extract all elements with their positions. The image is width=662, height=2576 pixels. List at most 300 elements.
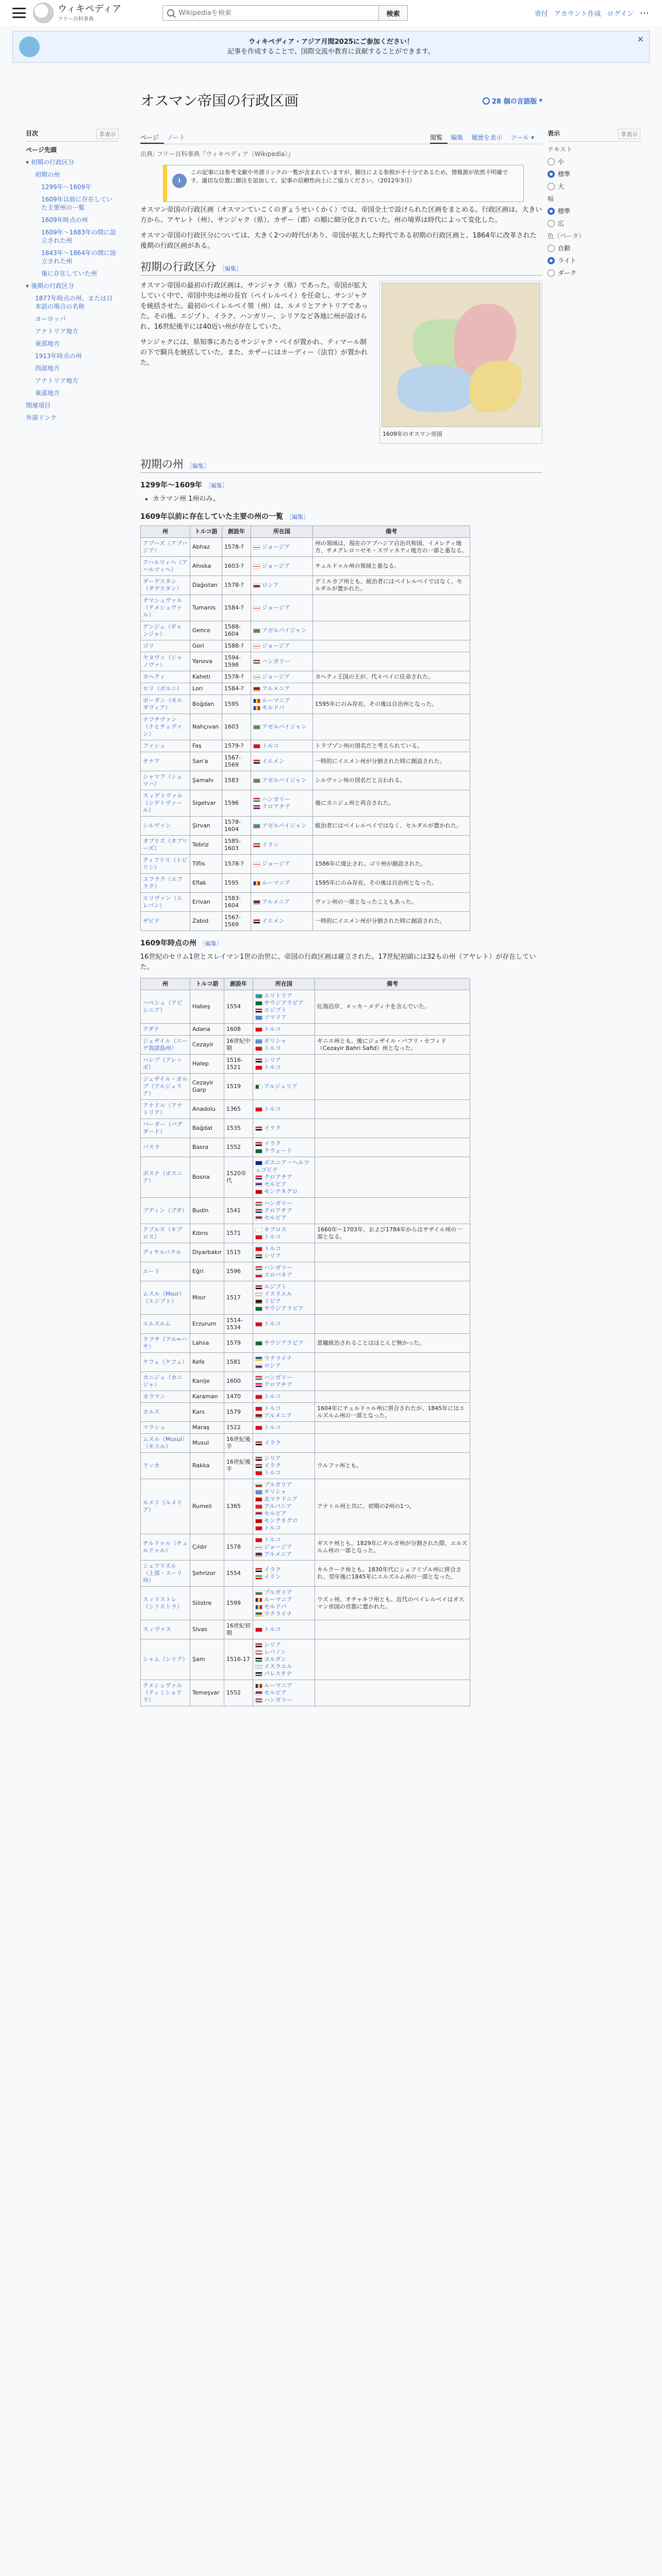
country-link[interactable]: キプロス — [263, 1226, 287, 1233]
country-link[interactable]: ブルガリア — [263, 1589, 292, 1596]
country-link[interactable]: アゼルバイジャン — [262, 822, 307, 829]
toc-item[interactable] — [26, 195, 119, 212]
column-header[interactable]: 所在国 — [251, 526, 313, 538]
country-link[interactable]: イエメン — [262, 758, 285, 765]
country-entry[interactable] — [253, 544, 310, 551]
country-link[interactable]: セルビア — [263, 1689, 287, 1696]
country-link[interactable]: イラク — [263, 1140, 281, 1147]
country-link[interactable]: アルバニア — [263, 1503, 292, 1510]
country-entry[interactable] — [255, 1083, 312, 1090]
width-standard[interactable] — [548, 207, 640, 215]
country-link[interactable]: トルコ — [263, 1045, 281, 1052]
toc-item[interactable] — [26, 183, 119, 191]
country-link[interactable]: ハンガリー — [262, 796, 290, 803]
province-name[interactable]: ラッカ — [141, 1453, 190, 1479]
country-link[interactable]: 北マケドニア — [263, 1496, 298, 1502]
country-entry[interactable] — [253, 723, 310, 731]
country-entry[interactable] — [255, 1272, 312, 1279]
column-header[interactable]: 所在国 — [253, 978, 315, 990]
toc-link[interactable]: アナトリア地方 — [35, 328, 79, 335]
country-entry[interactable] — [255, 1481, 312, 1488]
country-link[interactable]: アルメニア — [263, 1551, 292, 1557]
country-link[interactable]: リビア — [263, 1298, 281, 1304]
color-dark[interactable] — [548, 268, 640, 277]
country-link[interactable]: シリア — [263, 1455, 281, 1462]
column-header[interactable]: トルコ語 — [190, 526, 222, 538]
toc-link[interactable]: 1843年〜1864年の間に設立された州 — [41, 249, 117, 265]
country-link[interactable]: ロシア — [263, 1362, 281, 1369]
country-entry[interactable] — [253, 627, 310, 634]
toc-link[interactable]: 1609年〜1683年の間に設立された州 — [41, 229, 117, 244]
country-entry[interactable] — [255, 1264, 312, 1272]
country-entry[interactable] — [255, 1393, 312, 1400]
country-link[interactable]: ジョージア — [263, 1544, 292, 1550]
country-entry[interactable] — [255, 1007, 312, 1014]
toc-item[interactable] — [26, 327, 119, 335]
country-link[interactable]: アルメニア — [262, 899, 290, 905]
province-name[interactable]: ボスナ（ボスニア） — [141, 1157, 190, 1198]
column-header[interactable]: 備考 — [313, 526, 470, 538]
province-name[interactable]: テマシュヴァル（テメシュヴァル） — [141, 595, 190, 621]
province-name[interactable]: アハルツィヘ（アハルツィヘ） — [141, 557, 190, 576]
country-entry[interactable] — [255, 1412, 312, 1419]
toc-link[interactable]: 関連項目 — [26, 402, 51, 409]
toc-link[interactable]: 1299年〜1609年 — [41, 183, 92, 191]
country-entry[interactable] — [255, 1064, 312, 1071]
province-name[interactable]: シェフリズル（上部・スーリ州） — [141, 1561, 190, 1587]
donate-link[interactable]: 寄付 — [534, 10, 548, 18]
toc-link[interactable]: 東部地方 — [35, 340, 60, 347]
toc-item[interactable] — [26, 294, 119, 311]
province-name[interactable]: ムスル（Musul）（モスル） — [141, 1434, 190, 1453]
country-link[interactable]: ルーマニア — [263, 1596, 292, 1603]
country-entry[interactable] — [255, 1626, 312, 1633]
main-menu-icon[interactable] — [12, 8, 26, 18]
country-link[interactable]: モルドバ — [262, 704, 285, 711]
province-name[interactable]: ラフサ（アル=ハサ） — [141, 1334, 190, 1353]
section-edit-link[interactable]: ［編集］ — [199, 940, 222, 947]
province-name[interactable]: ゲンジェ（ギャンジャ） — [141, 621, 190, 640]
country-link[interactable]: クウェート — [263, 1147, 292, 1154]
country-link[interactable]: イラン — [263, 1573, 281, 1580]
country-entry[interactable] — [255, 1200, 312, 1207]
province-name[interactable]: バーダー（バグダード） — [141, 1119, 190, 1138]
more-options-icon[interactable]: ⋯ — [640, 7, 650, 19]
toc-item[interactable] — [26, 158, 119, 166]
country-entry[interactable] — [255, 1439, 312, 1447]
country-entry[interactable] — [255, 1689, 312, 1697]
country-link[interactable]: ブルガリア — [263, 1481, 292, 1488]
country-link[interactable]: パレスチナ — [263, 1670, 292, 1677]
toc-link[interactable]: 後に存在していた州 — [41, 270, 97, 277]
country-entry[interactable] — [253, 860, 310, 868]
country-entry[interactable] — [255, 1649, 312, 1656]
province-name[interactable]: ジェザイル・ガルブ（アルジェリア） — [141, 1074, 190, 1100]
country-link[interactable]: シリア — [263, 1641, 281, 1648]
country-entry[interactable] — [255, 1455, 312, 1462]
country-link[interactable]: ハンガリー — [263, 1200, 292, 1207]
province-name[interactable]: ザビド — [141, 912, 190, 931]
country-link[interactable]: スロバキア — [263, 1272, 292, 1278]
country-link[interactable]: セルビア — [263, 1214, 287, 1221]
country-link[interactable]: ギリシャ — [263, 1488, 287, 1495]
banner-line-1[interactable]: ウィキペディア・アジア月間2025にご参加ください！ — [249, 38, 413, 46]
country-link[interactable]: サウジアラビア — [263, 999, 304, 1006]
country-entry[interactable] — [255, 1524, 312, 1532]
province-name[interactable]: ジェザイル（エーゲ海諸島州） — [141, 1036, 190, 1055]
country-link[interactable]: ジョージア — [262, 604, 290, 611]
country-entry[interactable] — [255, 1566, 312, 1573]
country-entry[interactable] — [255, 1045, 312, 1052]
toc-item[interactable] — [26, 364, 119, 372]
country-link[interactable]: クロアチア — [262, 803, 290, 810]
country-link[interactable]: ロシア — [262, 582, 279, 588]
province-name[interactable]: シルヴァン — [141, 817, 190, 836]
province-name[interactable]: テメシュヴァル（ティミショアラ） — [141, 1680, 190, 1706]
country-entry[interactable] — [255, 1106, 312, 1113]
province-name[interactable]: クブルス（キプロス） — [141, 1224, 190, 1243]
tab-history[interactable]: 履歴を表示 — [471, 134, 503, 141]
country-entry[interactable] — [253, 563, 310, 570]
country-entry[interactable] — [255, 1656, 312, 1663]
province-name[interactable]: バスラ — [141, 1138, 190, 1157]
toc-link[interactable]: 1913年時点の州 — [35, 352, 82, 360]
country-entry[interactable] — [255, 1488, 312, 1496]
country-link[interactable]: トルコ — [263, 1393, 281, 1400]
province-name[interactable]: カニジェ（カニジャ） — [141, 1372, 190, 1391]
country-link[interactable]: アゼルバイジャン — [262, 723, 307, 730]
country-entry[interactable] — [255, 1026, 312, 1033]
country-entry[interactable] — [255, 1697, 312, 1704]
toc-item[interactable] — [26, 401, 119, 410]
country-entry[interactable] — [255, 992, 312, 999]
country-entry[interactable] — [255, 1181, 312, 1188]
site-logo[interactable] — [58, 4, 121, 22]
country-entry[interactable] — [255, 1670, 312, 1677]
column-header[interactable]: 州 — [141, 526, 190, 538]
country-entry[interactable] — [255, 1057, 312, 1064]
country-link[interactable]: ルーマニア — [263, 1682, 292, 1689]
column-header[interactable]: 創設年 — [222, 526, 251, 538]
country-link[interactable]: ヨルダン — [263, 1656, 287, 1663]
country-link[interactable]: ギリシャ — [263, 1038, 287, 1044]
country-link[interactable]: イラク — [263, 1566, 281, 1573]
column-header[interactable]: トルコ語 — [190, 978, 224, 990]
country-entry[interactable] — [255, 1014, 312, 1021]
toc-link[interactable]: ヨーロッパ — [35, 315, 66, 323]
toc-link[interactable]: 東部地方 — [35, 389, 60, 397]
province-name[interactable]: ハレプ（アレッポ） — [141, 1055, 190, 1074]
province-name[interactable]: ディヤルバクル — [141, 1243, 190, 1262]
province-name[interactable]: ボーダン（モルダヴィア） — [141, 695, 190, 714]
country-entry[interactable] — [255, 1038, 312, 1045]
column-header[interactable]: 創設年 — [224, 978, 253, 990]
province-name[interactable]: ファシュ — [141, 740, 190, 752]
country-link[interactable]: ウクライナ — [263, 1611, 292, 1617]
country-link[interactable]: エリトリア — [263, 992, 292, 999]
country-link[interactable]: イラク — [263, 1462, 281, 1469]
toc-item[interactable] — [26, 389, 119, 397]
province-name[interactable]: マラシュ — [141, 1422, 190, 1434]
province-name[interactable]: サナア — [141, 752, 190, 771]
toc-hide-button[interactable]: 非表示 — [96, 129, 119, 139]
tab-page[interactable]: ページ — [140, 131, 164, 144]
province-name[interactable]: スィゲトヴァル（シゲトヴァール） — [141, 790, 190, 817]
province-name[interactable]: ケフェ（ケフェ） — [141, 1353, 190, 1372]
country-link[interactable]: セルビア — [263, 1181, 287, 1188]
toc-item[interactable] — [26, 146, 119, 154]
country-entry[interactable] — [255, 1125, 312, 1132]
country-entry[interactable] — [255, 1252, 312, 1260]
country-link[interactable]: トルコ — [263, 1245, 281, 1252]
country-entry[interactable] — [253, 582, 310, 589]
province-name[interactable]: ハベシュ（アビシニア） — [141, 990, 190, 1024]
country-entry[interactable] — [255, 1291, 312, 1298]
province-name[interactable]: カラマン — [141, 1391, 190, 1403]
country-entry[interactable] — [255, 1536, 312, 1544]
country-entry[interactable] — [255, 1374, 312, 1381]
province-name[interactable]: ロリ（ボルニ） — [141, 683, 190, 695]
tab-tools[interactable]: ツール ▾ — [510, 134, 534, 141]
country-entry[interactable] — [255, 1340, 312, 1347]
province-name[interactable]: チルドゥル（チュルドゥル） — [141, 1534, 190, 1561]
toc-toggle-icon[interactable]: ▾ — [26, 282, 29, 290]
toc-item[interactable] — [26, 282, 119, 290]
country-link[interactable]: サウジアラビア — [263, 1340, 304, 1346]
country-link[interactable]: トルコ — [263, 1524, 281, 1531]
country-entry[interactable] — [255, 1283, 312, 1291]
toc-item[interactable] — [26, 171, 119, 179]
country-link[interactable]: アルメニア — [263, 1412, 292, 1419]
country-entry[interactable] — [255, 999, 312, 1007]
country-link[interactable]: クロアチア — [263, 1174, 292, 1180]
country-link[interactable]: アルメニア — [262, 685, 290, 692]
country-link[interactable]: アゼルバイジャン — [262, 777, 307, 784]
country-entry[interactable] — [253, 658, 310, 665]
country-entry[interactable] — [255, 1147, 312, 1155]
province-name[interactable]: シャム（シリア） — [141, 1639, 190, 1680]
province-name[interactable]: ヤヌヴァ（ジャノヴァ） — [141, 652, 190, 671]
width-wide[interactable] — [548, 219, 640, 228]
tab-read[interactable]: 閲覧 — [430, 131, 448, 144]
province-name[interactable]: ティフリス（トビリシ） — [141, 855, 190, 874]
toc-item[interactable] — [26, 377, 119, 385]
country-entry[interactable] — [255, 1159, 312, 1174]
province-name[interactable]: スィリストレ（シリストラ） — [141, 1587, 190, 1620]
country-link[interactable]: トルコ — [263, 1469, 281, 1476]
country-link[interactable]: シリア — [263, 1252, 281, 1259]
country-link[interactable]: エジプト — [263, 1283, 287, 1290]
country-entry[interactable] — [253, 758, 310, 765]
toc-link[interactable]: 1609年時点の州 — [41, 216, 88, 224]
country-entry[interactable] — [255, 1589, 312, 1596]
country-entry[interactable] — [253, 822, 310, 829]
country-link[interactable]: クロアチア — [263, 1381, 292, 1388]
section-edit-link[interactable]: ［編集］ — [219, 265, 242, 272]
login-link[interactable]: ログイン — [607, 10, 634, 18]
country-entry[interactable] — [255, 1596, 312, 1603]
country-entry[interactable] — [255, 1355, 312, 1362]
country-entry[interactable] — [253, 742, 310, 750]
country-link[interactable]: トルコ — [263, 1026, 281, 1032]
country-entry[interactable] — [253, 841, 310, 849]
column-header[interactable]: 州 — [141, 978, 190, 990]
country-entry[interactable] — [255, 1544, 312, 1551]
country-link[interactable]: レバノン — [263, 1649, 286, 1655]
province-name[interactable]: ナフチヴァン（ナヒチェヴァン） — [141, 714, 190, 740]
province-name[interactable]: ブディン（ブダ） — [141, 1198, 190, 1224]
toc-link[interactable]: 外部リンク — [26, 414, 57, 421]
country-link[interactable]: モンテネグロ — [263, 1517, 298, 1524]
country-link[interactable]: エジプト — [263, 1007, 287, 1013]
country-link[interactable]: イエメン — [262, 918, 285, 924]
country-entry[interactable] — [255, 1551, 312, 1558]
country-entry[interactable] — [255, 1405, 312, 1412]
country-link[interactable]: ジョージア — [262, 673, 290, 680]
country-entry[interactable] — [255, 1510, 312, 1517]
province-name[interactable]: アナドル（アナトリア） — [141, 1100, 190, 1119]
tab-talk[interactable]: ノート — [167, 134, 186, 141]
country-entry[interactable] — [255, 1214, 312, 1222]
country-entry[interactable] — [253, 899, 310, 906]
country-entry[interactable] — [255, 1226, 312, 1233]
column-header[interactable]: 備考 — [315, 978, 470, 990]
country-link[interactable]: イラク — [263, 1439, 281, 1446]
toc-link[interactable]: 西部地方 — [35, 365, 60, 372]
toc-item[interactable] — [26, 249, 119, 265]
country-entry[interactable] — [253, 803, 310, 810]
country-link[interactable]: トルコ — [263, 1064, 281, 1071]
country-link[interactable]: サウジアラビア — [263, 1305, 304, 1312]
province-name[interactable]: アブハズ（アブハジア） — [141, 538, 190, 557]
search-input[interactable] — [178, 9, 369, 17]
country-entry[interactable] — [253, 777, 310, 784]
country-entry[interactable] — [255, 1469, 312, 1477]
province-name[interactable]: エルズルム — [141, 1315, 190, 1334]
country-entry[interactable] — [253, 673, 310, 681]
country-entry[interactable] — [255, 1573, 312, 1581]
country-link[interactable]: ハンガリー — [263, 1264, 292, 1271]
country-entry[interactable] — [255, 1305, 312, 1312]
country-link[interactable]: ハンガリー — [262, 658, 290, 665]
country-entry[interactable] — [255, 1233, 312, 1241]
text-size-large[interactable] — [548, 182, 640, 191]
country-link[interactable]: トルコ — [263, 1233, 281, 1240]
province-name[interactable]: アダナ — [141, 1024, 190, 1036]
country-entry[interactable] — [253, 685, 310, 692]
country-entry[interactable] — [253, 704, 310, 711]
country-link[interactable]: ボスニア・ヘルツェゴビナ — [255, 1159, 309, 1173]
country-entry[interactable] — [255, 1462, 312, 1469]
province-name[interactable]: ルメリ（ルメリア） — [141, 1479, 190, 1534]
country-entry[interactable] — [255, 1174, 312, 1181]
province-name[interactable]: タブリズ（タブリーズ） — [141, 836, 190, 855]
country-link[interactable]: ジョージア — [262, 563, 290, 569]
country-entry[interactable] — [255, 1362, 312, 1369]
create-account-link[interactable]: アカウント作成 — [554, 10, 601, 18]
ottoman-map-image[interactable] — [382, 283, 540, 427]
country-link[interactable]: トルコ — [263, 1536, 281, 1543]
toc-toggle-icon[interactable]: ▾ — [26, 159, 29, 166]
section-edit-link[interactable]: ［編集］ — [187, 463, 209, 469]
country-entry[interactable] — [255, 1245, 312, 1252]
country-link[interactable]: ウクライナ — [263, 1355, 292, 1362]
tab-edit[interactable]: 編集 — [451, 134, 464, 141]
country-entry[interactable] — [255, 1207, 312, 1214]
toc-link[interactable]: 1609年以前に存在していた主要州の一覧 — [41, 196, 113, 211]
toc-item[interactable] — [26, 340, 119, 348]
country-link[interactable]: イラン — [262, 841, 279, 848]
toc-link[interactable]: アナトリア地方 — [35, 377, 79, 384]
country-entry[interactable] — [255, 1517, 312, 1524]
country-link[interactable]: セルビア — [263, 1510, 287, 1517]
country-link[interactable]: トルコ — [262, 742, 279, 749]
country-entry[interactable] — [255, 1663, 312, 1670]
country-link[interactable]: ジョージア — [262, 642, 290, 649]
country-entry[interactable] — [255, 1320, 312, 1328]
country-entry[interactable] — [253, 879, 310, 887]
province-name[interactable]: カヘティ — [141, 671, 190, 683]
toc-link[interactable]: 1877年時点の州、または日本語の場合の名称 — [35, 295, 113, 310]
country-entry[interactable] — [255, 1641, 312, 1649]
province-name[interactable]: ダーゲスタン（ダゲスタン） — [141, 576, 190, 595]
country-link[interactable]: トルコ — [263, 1320, 281, 1327]
color-light[interactable] — [548, 256, 640, 265]
country-entry[interactable] — [255, 1424, 312, 1431]
country-entry[interactable] — [255, 1298, 312, 1305]
province-name[interactable]: エーリ — [141, 1262, 190, 1281]
province-name[interactable]: カルス — [141, 1403, 190, 1422]
country-link[interactable]: イラク — [263, 1125, 281, 1131]
toc-link[interactable]: 初期の行政区分 — [31, 159, 75, 166]
toc-item[interactable] — [26, 216, 119, 224]
toc-item[interactable] — [26, 269, 119, 278]
country-entry[interactable] — [255, 1496, 312, 1503]
toc-link[interactable]: 後期の行政区分 — [31, 282, 75, 290]
country-link[interactable]: ジョージア — [262, 860, 290, 867]
toc-link[interactable]: 初期の州 — [35, 171, 60, 178]
province-name[interactable]: ユフラク（エフラク） — [141, 874, 190, 893]
toc-item[interactable] — [26, 228, 119, 245]
country-link[interactable]: ハンガリー — [263, 1374, 292, 1381]
country-link[interactable]: ハンガリー — [263, 1697, 292, 1703]
country-entry[interactable] — [255, 1503, 312, 1510]
province-name[interactable]: ムスル（Mısır）（エジプト） — [141, 1281, 190, 1315]
wikipedia-logo-icon[interactable] — [33, 3, 54, 23]
country-link[interactable]: アゼルバイジャン — [262, 627, 307, 634]
color-auto[interactable] — [548, 244, 640, 252]
country-link[interactable]: クロアチア — [263, 1207, 292, 1214]
country-entry[interactable] — [253, 697, 310, 704]
section-edit-link[interactable]: ［編集］ — [205, 482, 228, 489]
language-button[interactable] — [483, 96, 542, 106]
appearance-hide-button[interactable]: 非表示 — [618, 129, 640, 139]
province-name[interactable]: スィヴァス — [141, 1620, 190, 1639]
country-entry[interactable] — [253, 796, 310, 803]
country-link[interactable]: ジョージア — [262, 544, 290, 550]
text-size-small[interactable] — [548, 157, 640, 166]
country-entry[interactable] — [255, 1611, 312, 1618]
country-link[interactable]: モンテネグロ — [263, 1188, 298, 1195]
country-link[interactable]: イスラエル — [263, 1663, 292, 1670]
toc-item[interactable] — [26, 315, 119, 323]
text-size-standard[interactable] — [548, 170, 640, 178]
country-entry[interactable] — [253, 642, 310, 650]
country-link[interactable]: ソマリア — [263, 1014, 287, 1021]
country-link[interactable]: ルーマニア — [262, 697, 290, 704]
country-entry[interactable] — [253, 604, 310, 612]
country-entry[interactable] — [255, 1603, 312, 1611]
